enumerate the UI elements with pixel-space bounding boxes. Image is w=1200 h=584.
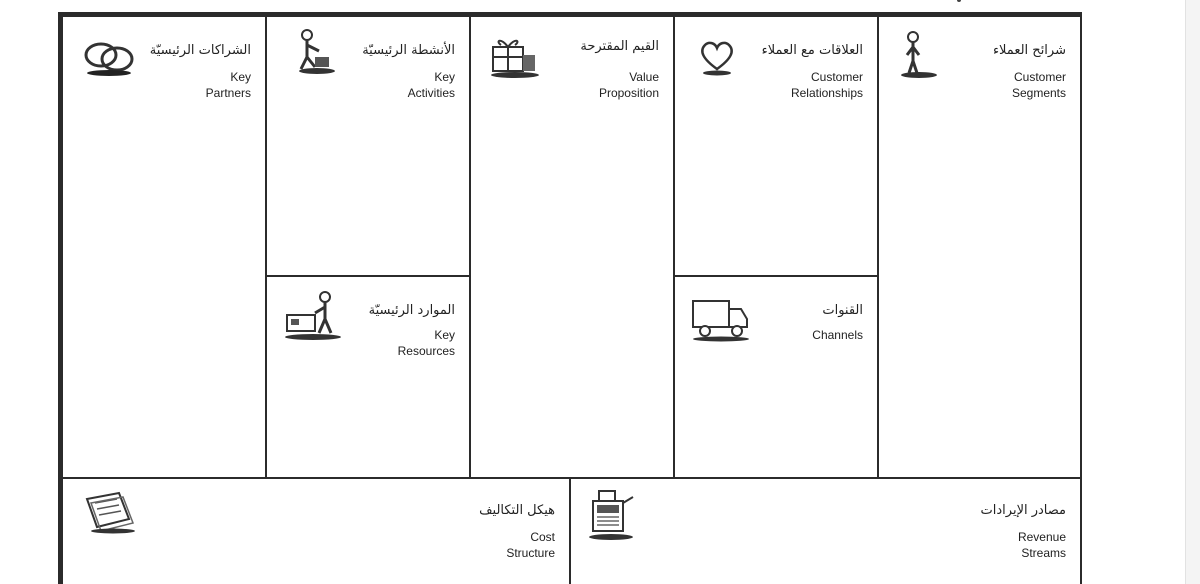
block-value-proposition — [469, 15, 675, 479]
block-key-activities — [265, 15, 471, 277]
value-proposition-title-ar: القيم المقترحة — [580, 39, 659, 54]
key-partners-title-en-1: Key — [230, 70, 251, 84]
block-customer-segments — [877, 15, 1082, 479]
person-icon — [897, 29, 941, 79]
customer-segments-title-ar: شرائح العملاء — [992, 43, 1066, 58]
block-customer-relationships — [673, 15, 879, 277]
key-activities-title-en-2: Activities — [407, 86, 455, 100]
channels-title-ar: القنوات — [822, 303, 863, 318]
value-proposition-title-en-1: Value — [629, 70, 659, 84]
key-resources-title-en-1: Key — [434, 328, 455, 342]
customer-relationships-title-ar: العلاقات مع العملاء — [761, 43, 863, 58]
top-dot — [957, 0, 961, 2]
value-proposition-title-en-2: Proposition — [598, 86, 659, 100]
block-key-partners — [61, 15, 267, 479]
cost-structure-title-en-2: Structure — [506, 546, 555, 560]
customer-segments-title-en-2: Segments — [1011, 86, 1066, 100]
channels-title-en-1: Channels — [812, 328, 863, 342]
block-cost-structure — [61, 477, 571, 584]
key-partners-title-ar: الشراكات الرئيسيّة — [149, 43, 251, 58]
truck-icon — [689, 295, 753, 343]
worker-icon — [293, 29, 337, 75]
cost-structure-title-ar: هيكل التكاليف — [479, 503, 555, 518]
chain-links-icon — [81, 37, 139, 77]
block-key-resources — [265, 275, 471, 479]
scrollbar[interactable] — [1185, 0, 1200, 584]
heart-icon — [697, 37, 737, 77]
revenue-streams-title-en-1: Revenue — [1017, 530, 1066, 544]
customer-relationships-title-en-1: Customer — [810, 70, 863, 84]
factory-worker-icon — [281, 289, 345, 341]
key-activities-title-ar: الأنشطة الرئيسيّة — [362, 43, 455, 58]
block-channels — [673, 275, 879, 479]
business-model-canvas — [58, 12, 1082, 584]
key-partners-title-en-2: Partners — [205, 86, 251, 100]
key-activities-title-en-1: Key — [434, 70, 455, 84]
customer-relationships-title-en-2: Relationships — [790, 86, 863, 100]
gift-icon — [487, 33, 543, 81]
block-revenue-streams — [569, 477, 1082, 584]
key-resources-title-en-2: Resources — [397, 344, 455, 358]
revenue-streams-title-ar: مصادر الإيرادات — [980, 503, 1066, 518]
receipt-icon — [79, 489, 139, 535]
revenue-streams-title-en-2: Streams — [1021, 546, 1066, 560]
cost-structure-title-en-1: Cost — [530, 530, 555, 544]
cash-register-icon — [585, 487, 641, 547]
customer-segments-title-en-1: Customer — [1013, 70, 1066, 84]
key-resources-title-ar: الموارد الرئيسيّة — [368, 303, 455, 318]
